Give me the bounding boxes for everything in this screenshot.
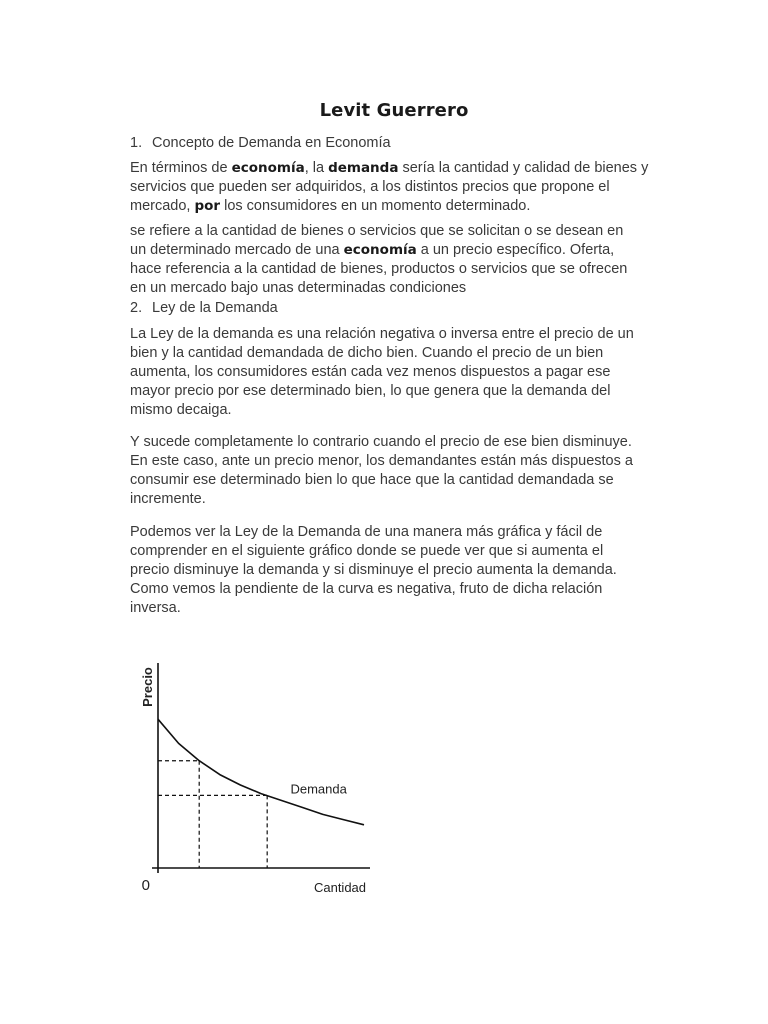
text-run: mercado, [130,198,195,214]
paragraph-line: mismo decaiga. [130,402,232,418]
section-1-heading [130,135,391,151]
paragraph-line: Y sucede completamente lo contrario cuando el precio de ese bien disminuye. [130,434,632,450]
bold-term: economía [343,242,417,258]
section-2-paragraph-2 [130,433,670,509]
section-1-paragraph-1 [130,159,670,216]
section-2-paragraph-3 [130,523,670,618]
paragraph-line [130,197,670,216]
paragraph-line: servicios que pueden ser adquiridos, a los distintos precios que propone el [130,179,610,195]
section-1-number: 1. [130,135,143,151]
text-run: a un precio específico. Oferta, [416,242,615,258]
y-axis-label: Precio [140,667,155,707]
paragraph-line: consumir ese determinado bien lo que hace que la cantidad demandada se [130,472,614,488]
paragraph-line: aumenta, los consumidores están cada vez menos dispuestos a pagar ese [130,364,611,380]
text-run: sería la cantidad y calidad de bienes y [398,160,649,176]
paragraph-line [130,159,670,178]
demand-curve [158,719,364,825]
text-run: los consumidores en un momento determinado. [220,198,531,214]
section-2-heading [130,300,278,316]
bold-term: economía [231,160,305,176]
text-run: un determinado mercado de una [130,242,344,258]
paragraph-line: La Ley de la demanda es una relación negativa o inversa entre el precio de un [130,326,634,342]
paragraph-line [130,241,670,260]
bold-term: demanda [328,160,399,176]
demand-curve-chart [130,655,390,905]
paragraph-line: En este caso, ante un precio menor, los demandantes están más dispuestos a [130,453,633,469]
paragraph-line: mayor precio por ese determinado bien, lo que genera que la demanda del [130,383,611,399]
text-run: En términos de [130,160,232,176]
section-2-paragraph-1 [130,325,670,420]
paragraph-line: en un mercado bajo unas determinadas condiciones [130,280,467,296]
origin-label: 0 [141,877,150,894]
paragraph-line: Podemos ver la Ley de la Demanda de una manera más gráfica y fácil de [130,524,603,540]
section-1-paragraph-2 [130,222,670,298]
text-run: , la [304,160,329,176]
series-label-demanda: Demanda [290,781,347,797]
paragraph-line: incremente. [130,491,206,507]
paragraph-line: Como vemos la pendiente de la curva es negativa, fruto de dicha relación [130,581,603,597]
paragraph-line: bien y la cantidad demandada de dicho bien. Cuando el precio de un bien [130,345,604,361]
chart-marks [158,719,364,868]
paragraph-line: comprender en el siguiente gráfico donde se puede ver que si aumenta el [130,543,604,559]
bold-term: por [194,198,221,214]
paragraph-line: precio disminuye la demanda y si disminuye el precio aumenta la demanda. [130,562,617,578]
x-axis-label: Cantidad [313,880,367,895]
paragraph-line: se refiere a la cantidad de bienes o servicios que se solicitan o se desean en [130,223,624,239]
paragraph-line: inversa. [130,600,181,616]
paragraph-line: hace referencia a la cantidad de bienes, productos o servicios que se ofrecen [130,261,628,277]
document-title: Levit Guerrero [319,100,469,121]
section-2-number: 2. [130,300,143,316]
section-1-heading-text: Concepto de Demanda en Economía [152,135,391,151]
section-2-heading-text: Ley de la Demanda [152,300,278,316]
